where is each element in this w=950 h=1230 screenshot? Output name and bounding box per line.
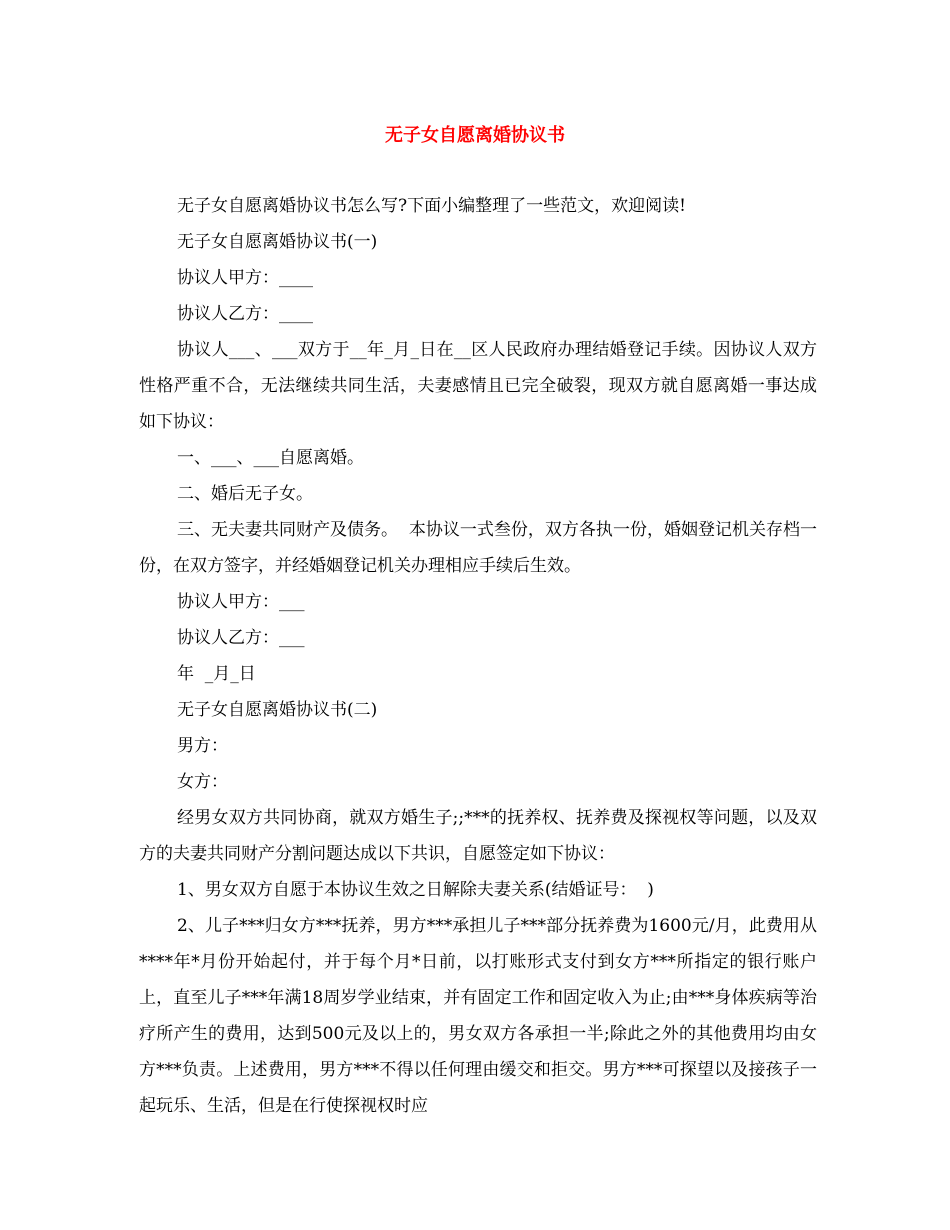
section-heading-2: 无子女自愿离婚协议书(二) — [177, 700, 378, 720]
female-party-line: 女方： — [177, 772, 228, 792]
party-b-line: 协议人乙方：____ — [177, 304, 313, 324]
section-heading-1: 无子女自愿离婚协议书(一) — [177, 232, 378, 252]
paragraph-intro: 无子女自愿离婚协议书怎么写?下面小编整理了一些范文，欢迎阅读! — [177, 196, 686, 216]
clause-1: 一、___、___自愿离婚。 — [177, 448, 364, 468]
paragraph-consensus: 经男女双方共同协商，就双方婚生子;;***的抚养权、抚养费及探视权等问题，以及双方的夫妻共同财产分割问题达成以下共识，自愿签定如下协议： — [139, 808, 817, 864]
party-a-line: 协议人甲方：____ — [177, 268, 313, 288]
paragraph-marriage-registration: 协议人___、___双方于__年_月_日在__区人民政府办理结婚登记手续。因协议人双方性格严重不合，无法继续共同生活，夫妻感情且已完全破裂，现双方就自愿离婚一事达成如下协议： — [139, 340, 817, 432]
signature-date: 年 _月_日 — [177, 664, 256, 684]
document-title: 无子女自愿离婚协议书 — [385, 125, 565, 146]
agreement-item-2: 2、儿子***归女方***抚养，男方***承担儿子***部分抚养费为1600元/月，此费用从****年*月份开始起付，并于每个月*日前，以打账形式支付到女方***所指定的银行账户上，直至儿子***年满18周岁学业结束，并有固定工作和固定收入为止;由***身体疾病等治疗所产生的费用，达到500元及以上的，男女双方各承担一半;除此之外的其他费用均由女方***负责。上述费用，男方***不得以任何理由缓交和拒交。男方***可探望以及接孩子一起玩乐、生活，但是在行使探视权时应 — [139, 916, 817, 1116]
clause-2: 二、婚后无子女。 — [177, 484, 313, 504]
signature-party-b: 协议人乙方：___ — [177, 628, 305, 648]
agreement-item-1: 1、男女双方自愿于本协议生效之日解除夫妻关系(结婚证号： ) — [177, 880, 654, 900]
document-body — [139, 188, 817, 1124]
signature-party-a: 协议人甲方：___ — [177, 592, 305, 612]
clause-3: 三、无夫妻共同财产及债务。 本协议一式叁份，双方各执一份，婚姻登记机关存档一份，在双方签字，并经婚姻登记机关办理相应手续后生效。 — [139, 520, 817, 576]
male-party-line: 男方： — [177, 736, 228, 756]
